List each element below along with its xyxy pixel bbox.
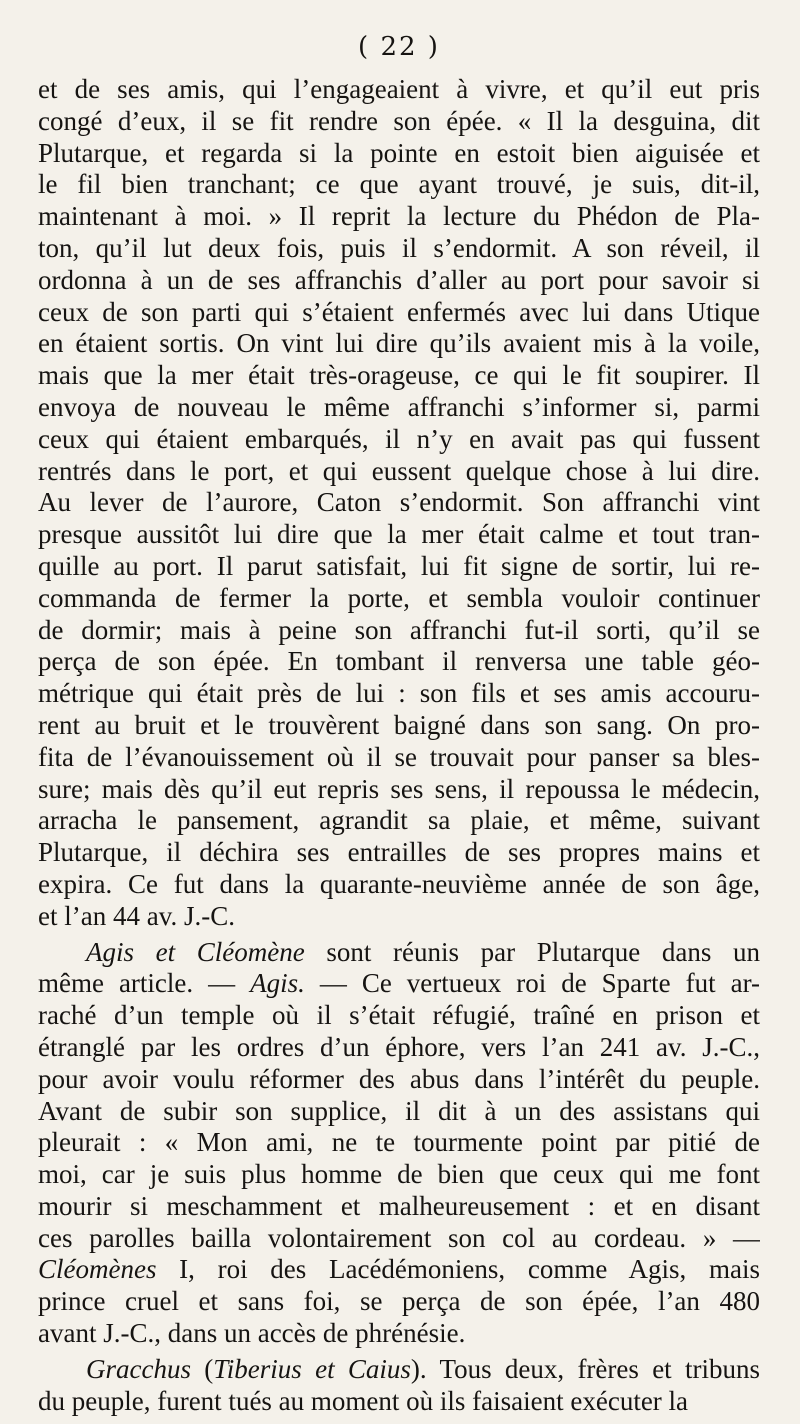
text-line: commanda de fermer la porte, et sembla vouloir continuer (38, 582, 760, 613)
text-line: ordonna à un de ses affranchis d’aller au port pour savoir si (38, 264, 760, 295)
text-line: Au lever de l’aurore, Caton s’endormit. Son affranchi vint (38, 487, 760, 518)
italic-text: Gracchus (86, 1353, 191, 1384)
text-line: rentrés dans le port, et qui eussent quelque chose à lui dire. (38, 455, 760, 486)
text-line: Avant de subir son supplice, il dit à un des assistans qui (38, 1095, 760, 1126)
text-line: ton, qu’il lut deux fois, puis il s’endormit. A son réveil, il (38, 232, 760, 263)
text-line: pleurait : « Mon ami, ne te tourmente point par pitié de (38, 1127, 760, 1158)
paragraph (38, 74, 760, 933)
text-line: de dormir; mais à peine son affranchi fut-il sorti, qu’il se (38, 614, 760, 645)
text-span: — Ce vertueux roi de Sparte fut ar- (304, 968, 760, 999)
text-body (38, 74, 760, 1417)
text-line: prince cruel et sans foi, se perça de son épée, l’an 480 (38, 1286, 760, 1317)
text-line (38, 1254, 760, 1286)
italic-text: Tiberius et Caius (213, 1353, 411, 1384)
paragraph (38, 1354, 760, 1418)
text-span: sont réunis par Plutarque dans un (304, 936, 760, 967)
italic-text: Agis et Cléomène (86, 936, 305, 967)
paragraph (38, 937, 760, 1350)
text-line: ceux qui étaient embarqués, il n’y en avait pas qui fussent (38, 423, 760, 454)
text-line: sure; mais dès qu’il eut repris ses sens, il repoussa le médecin, (38, 773, 760, 804)
text-line: ceux de son parti qui s’étaient enfermés avec lui dans Utique (38, 296, 760, 327)
text-line (38, 968, 760, 1000)
text-line: en étaient sortis. On vint lui dire qu’ils avaient mis à la voile, (38, 328, 760, 359)
text-line (38, 937, 760, 969)
text-line: mais que la mer était très-orageuse, ce qui le fit soupirer. Il (38, 360, 760, 391)
text-line: et de ses amis, qui l’engageaient à vivre, et qu’il eut pris (38, 74, 760, 104)
text-line: quille au port. Il parut satisfait, lui fit signe de sortir, lui re- (38, 550, 760, 581)
text-line: étranglé par les ordres d’un éphore, vers l’an 241 av. J.-C., (38, 1031, 760, 1062)
text-span: ). Tous deux, frères et tribuns (410, 1353, 760, 1384)
text-line: Plutarque, il déchira ses entrailles de ses propres mains et (38, 837, 760, 868)
text-line: métrique qui était près de lui : son fils et ses amis accouru- (38, 678, 760, 709)
text-line: fita de l’évanouissement où il se trouvait pour panser sa bles- (38, 741, 760, 772)
text-line: rent au bruit et le trouvèrent baigné dans son sang. On pro- (38, 709, 760, 740)
text-line: envoya de nouveau le même affranchi s’informer si, parmi (38, 391, 760, 422)
text-span: même article. — (38, 968, 251, 999)
text-line: congé d’eux, il se fit rendre son épée. « Il la desguina, dit (38, 105, 760, 136)
text-line: avant J.-C., dans un accès de phrénésie. (38, 1318, 466, 1349)
text-line: Plutarque, et regarda si la pointe en estoit bien aiguisée et (38, 137, 760, 168)
text-line: moi, car je suis plus homme de bien que ceux qui me font (38, 1159, 760, 1190)
text-span: I, roi des Lacédémoniens, comme Agis, mais (156, 1254, 760, 1285)
text-line: maintenant à moi. » Il reprit la lecture du Phédon de Pla- (38, 201, 760, 232)
text-line: mourir si meschamment et malheureusement : et en disant (38, 1190, 760, 1221)
text-line: et l’an 44 av. J.-C. (38, 900, 235, 931)
text-line: pour avoir voulu réformer des abus dans l’intérêt du peuple. (38, 1063, 760, 1094)
text-line (38, 1354, 760, 1386)
text-line: arracha le pansement, agrandit sa plaie, et même, suivant (38, 805, 760, 836)
text-line: ces parolles bailla volontairement son col au cordeau. » — (38, 1222, 760, 1253)
text-line: presque aussitôt lui dire que la mer était calme et tout tran- (38, 519, 760, 550)
italic-text: Cléomènes (38, 1254, 157, 1285)
text-line: expira. Ce fut dans la quarante-neuvième année de son âge, (38, 868, 760, 899)
italic-text: Agis. (250, 968, 305, 999)
text-line: raché d’un temple où il s’était réfugié, traîné en prison et (38, 1000, 760, 1031)
text-line: perça de son épée. En tombant il renversa une table géo- (38, 646, 760, 677)
text-span: ( (190, 1353, 214, 1384)
text-line: du peuple, furent tués au moment où ils faisaient exécuter la (38, 1385, 689, 1416)
page-number: ( 22 ) (358, 32, 440, 62)
text-line: le fil bien tranchant; ce que ayant trouvé, je suis, dit-il, (38, 169, 760, 200)
